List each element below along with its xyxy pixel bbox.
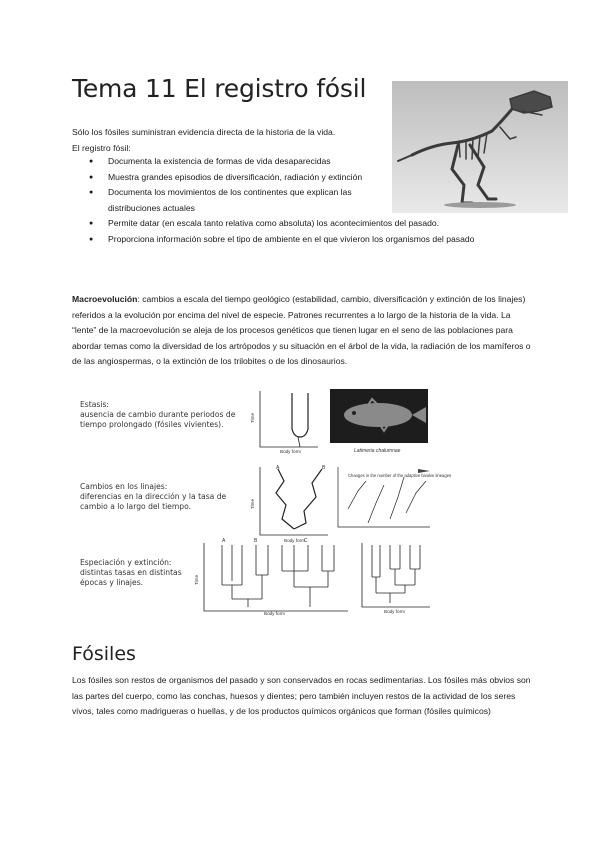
tree2-body-form-label: Body form [384, 609, 405, 614]
registro-list [72, 154, 522, 248]
tree-a-label: A [222, 538, 226, 544]
list-item: ● Muestra grandes episodios de diversificación, radiación y extinción [72, 170, 398, 186]
cambios-line-1: diferencias en la dirección y la tasa de [80, 492, 227, 501]
list-item: ● Permite datar (en escala tanto relativa como absoluta) los acontecimientos del pasado. [72, 216, 522, 232]
macroevolution-figure [72, 385, 452, 616]
stasis-time-label: Time [250, 412, 255, 423]
lineage-a-label: A [276, 465, 280, 471]
lineage-b-label: B [322, 465, 326, 471]
cambios-line-2: cambio a lo largo del tiempo. [80, 502, 192, 511]
especiacion-line-1: distintas tasas en distintas [80, 568, 182, 577]
estasis-line-2: tiempo prolongado (fósiles vivientes). [80, 420, 224, 429]
especiacion-line-2: épocas y linajes. [80, 578, 144, 587]
stasis-body-form-label: Body form [280, 449, 301, 454]
page-title: Tema 11 El registro fósil [72, 74, 367, 103]
cambios-time-label: Time [250, 498, 255, 509]
list-item: ● Documenta los movimientos de los continentes que explican las distribuciones actuales [72, 185, 398, 216]
tree-body-form-label: Body form [264, 611, 285, 616]
macroevolution-text: : cambios a escala del tiempo geológico (estabilidad, cambio, diversificación y extinción de los linajes) referidos a la evolución por encima del nivel de especie. Patrones recurrentes a lo largo de la historia de la vida. La “lente” de la macroevolución se aleja de los procesos genéticos que tienen lugar en el seno de las poblaciones para abordar temas como la diversidad de los artrópodos y su situación en el árbol de la vida, la radiación de los mamíferos o de las angiospermas, o la extinción de los trilobites o de los dinosaurios. [72, 294, 531, 367]
estasis-line-1: ausencia de cambio durante periodos de [80, 410, 236, 419]
fosiles-paragraph: Los fósiles son restos de organismos del pasado y son conservados en rocas sedimentarias. Los fósiles más obvios son las partes del cuerpo, como las conchas, huesos y dientes; pero también incluyen restos de la actividad de los seres vivos, tales como madrigueras o huellas, y de los productos químicos orgánicos que forman (fósiles químicos) [72, 675, 531, 717]
estasis-title: Estasis: [80, 400, 109, 409]
cambios-body-form-label: Body form [284, 538, 305, 543]
coelacanth-photo [330, 389, 428, 443]
tree-time-label: Time [194, 574, 199, 585]
list-item: ● Documenta la existencia de formas de vida desaparecidas [72, 154, 522, 170]
list-item: ● Proporciona información sobre el tipo de ambiente en el que vivieron los organismos del pasado [72, 232, 522, 248]
coelacanth-caption: Latimeria chalumnae [354, 448, 401, 454]
especiacion-title: Especiación y extinción: [80, 558, 172, 567]
cambios-title: Cambios en los linajes: [80, 482, 168, 491]
tree-b-label: B [254, 538, 258, 544]
macroevolution-paragraph [72, 292, 532, 370]
intro-line-2: El registro fósil: [72, 142, 131, 153]
intro-line-1: Sólo los fósiles suministran evidencia directa de la historia de la vida. [72, 127, 336, 137]
intro-paragraph [72, 125, 412, 156]
tree-c-label: C [304, 538, 308, 544]
fosiles-heading: Fósiles [72, 643, 136, 665]
macroevolution-term: Macroevolución [72, 294, 138, 304]
changes-note: Changes in the number of the adaptive bivalve lineages [348, 473, 452, 478]
